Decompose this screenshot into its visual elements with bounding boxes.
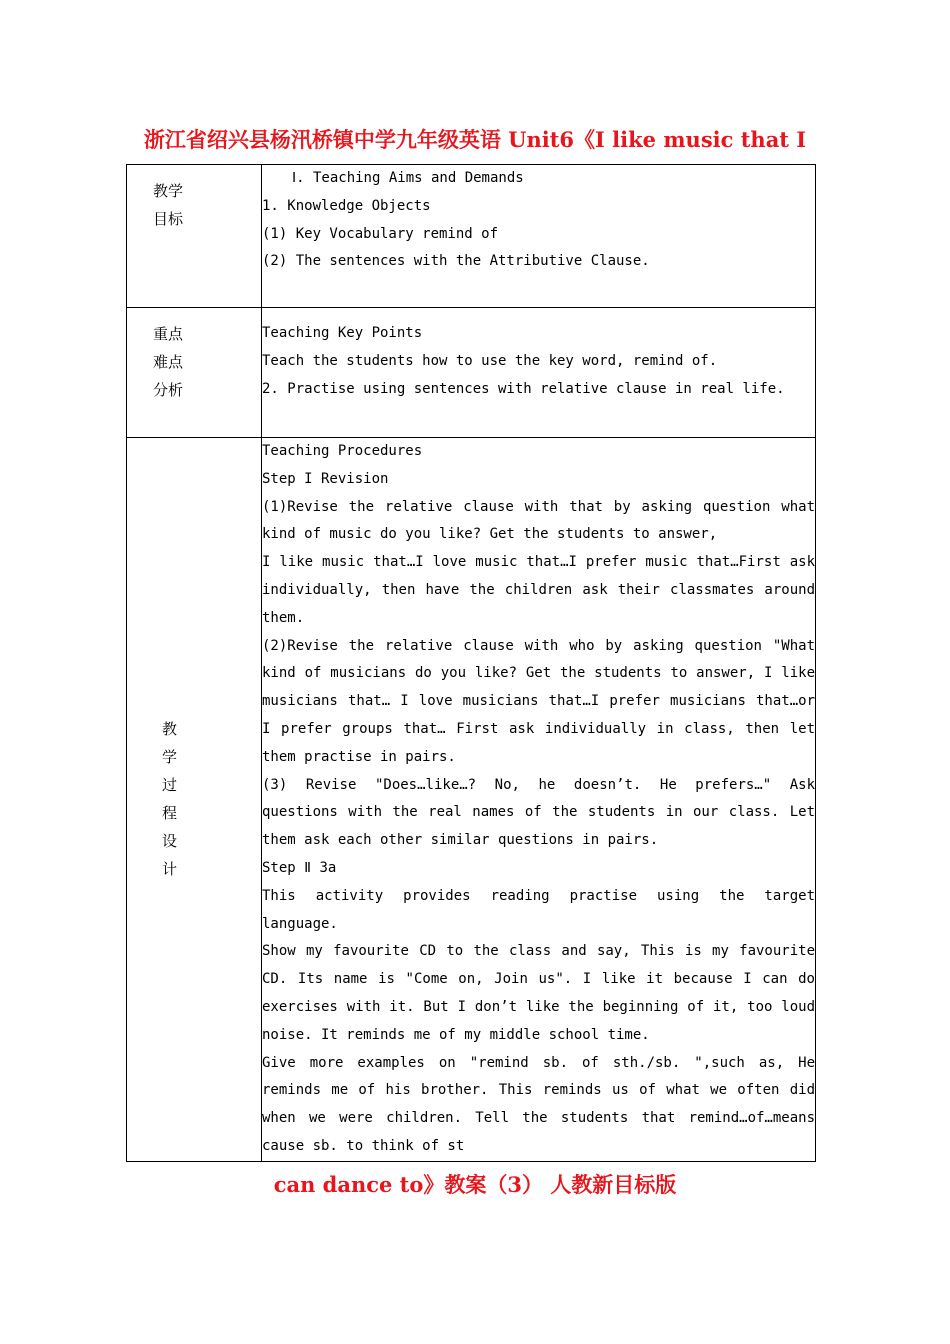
- table-row-procedures: [127, 438, 816, 1162]
- label-line: 目标: [153, 210, 184, 228]
- paragraph: I like music that…I love music that…I prefer music that…First ask individually, then have the children ask their classmates around them.: [262, 554, 815, 626]
- content-line: 1. Knowledge Objects: [262, 197, 431, 214]
- paragraph: (3) Revise "Does…like…? No, he doesn’t. He prefers…" Ask questions with the real names of the students in our class. Let them ask each other similar questions in pairs.: [262, 776, 815, 849]
- section-heading: Ⅰ. Teaching Aims and Demands: [292, 170, 524, 186]
- paragraph: Give more examples on "remind sb. of sth./sb. ",such as, He reminds me of his brother. This reminds us of what we often did when we were children. Tell the students that remind…of…means cause sb. to think of st: [262, 1054, 815, 1154]
- row-content-key-points: [262, 308, 816, 438]
- label-line: 分析: [153, 381, 184, 399]
- document-title-bottom: can dance to》教案（3） 人教新目标版: [273, 1172, 677, 1197]
- content-line: Teaching Key Points: [262, 325, 423, 341]
- paragraph: (2)Revise the relative clause with who by asking question "What kind of musicians do you like? Get the students to answer, I like musicians that… I love musicians that…I prefer musicians that…or I prefer groups that… First ask individually in class, then let them practise in pairs.: [262, 637, 815, 765]
- row-label-aims: [127, 165, 262, 308]
- label-line: 教: [162, 719, 178, 738]
- section-heading: Teaching Procedures: [262, 443, 423, 459]
- label-line: 学: [162, 747, 178, 766]
- row-content-aims: [262, 165, 816, 308]
- step-heading: Step Ⅱ 3a: [262, 859, 337, 876]
- label-line: 难点: [153, 353, 184, 371]
- content-line: (1) Key Vocabulary remind of: [262, 225, 499, 242]
- lesson-plan-table: [126, 164, 816, 1162]
- row-content-procedures: [262, 438, 816, 1162]
- paragraph: (1)Revise the relative clause with that by asking question what kind of music do you like? Get the students to answer,: [262, 498, 815, 543]
- label-line: 重点: [153, 325, 184, 343]
- label-line: 程: [162, 803, 178, 822]
- document-title-top: 浙江省绍兴县杨汛桥镇中学九年级英语 Unit6《I like music that I: [143, 127, 807, 152]
- paragraph: Show my favourite CD to the class and say, This is my favourite CD. Its name is "Come on, Join us". I like it because I can do exercises with it. But I don’t like the beginning of it, too loud noise. It reminds me of my middle school time.: [262, 943, 815, 1043]
- content-line: Teach the students how to use the key word, remind of.: [262, 352, 718, 369]
- content-line: 2. Practise using sentences with relative clause in real life.: [262, 380, 785, 397]
- label-line: 教学: [153, 182, 184, 200]
- row-label-key-points: [127, 308, 262, 438]
- row-label-procedures: [127, 438, 262, 1162]
- table-row-aims: [127, 165, 816, 308]
- paragraph: This activity provides reading practise using the target language.: [262, 887, 815, 932]
- label-line: 计: [162, 859, 178, 878]
- label-line: 过: [162, 775, 178, 794]
- content-line: (2) The sentences with the Attributive Clause.: [262, 253, 650, 270]
- table-row-key-points: [127, 308, 816, 438]
- label-line: 设: [162, 831, 178, 850]
- step-heading: Step I Revision: [262, 470, 389, 487]
